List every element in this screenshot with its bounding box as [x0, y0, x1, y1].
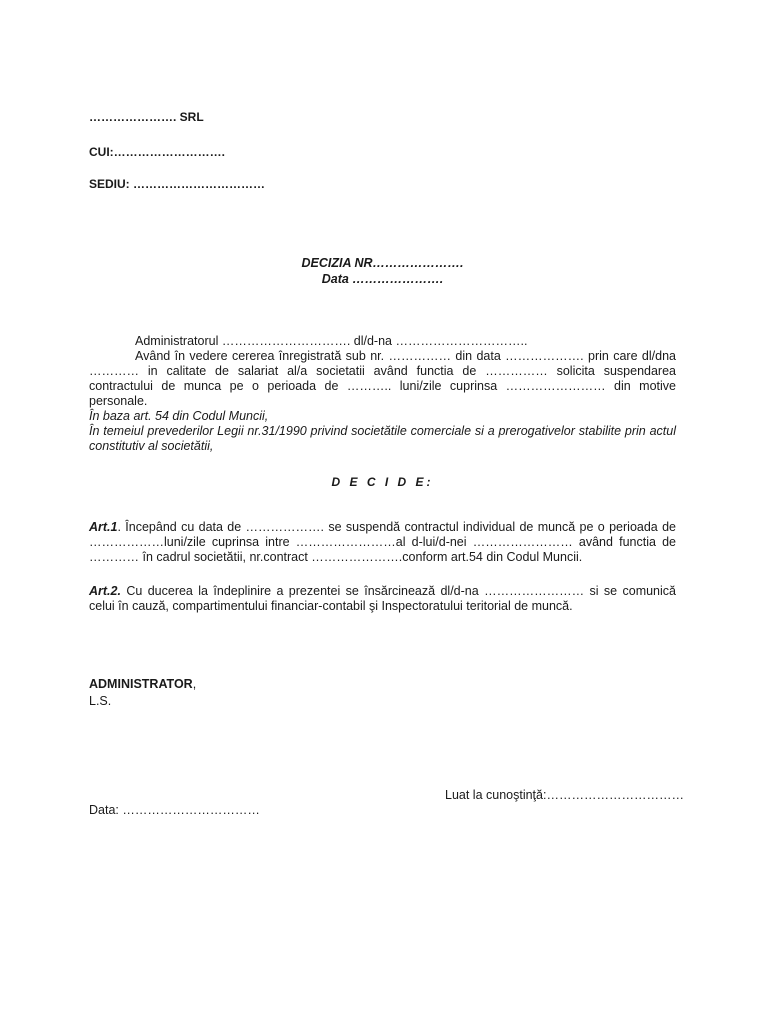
sediu-line: SEDIU: …………………………… — [89, 177, 266, 191]
legal-basis-2: În temeiul prevederilor Legii nr.31/1990 privind societătile comerciale si a prerogativelor stabilite prin actul constitutiv al societătii, — [89, 424, 676, 453]
legal-basis-1: În baza art. 54 din Codul Muncii, — [89, 409, 269, 423]
decide-heading: D E C I D E: — [331, 475, 434, 489]
article-2-label: Art.2. — [89, 584, 121, 598]
decision-title: DECIZIA NR…………………. — [301, 256, 464, 270]
request-paragraph: Având în vedere cererea înregistrată sub nr. …………… din data ………………. prin care dl/dna ………… in calitate de salariat al/a societatii având functia de …………… solicita suspendarea contractului de munca pe o perioada de ……….. luni/zile cuprinsa …………………… din motive personale. — [89, 349, 676, 408]
article-2-text: Cu ducerea la îndeplinire a prezentei se însărcinează dl/d-na …………………… si se comunică celui în cauză, compartimentului financiar-contabil şi Inspectoratului teritorial de muncă. — [89, 584, 676, 613]
administrator-signature — [89, 677, 196, 692]
acknowledgement-line: Luat la cunoştinţă:…………………………… — [445, 788, 684, 802]
seal-mark: L.S. — [89, 694, 112, 708]
company-name-line: …………………. SRL — [89, 110, 204, 124]
article-1-label: Art.1 — [89, 520, 118, 534]
article-1 — [89, 520, 676, 565]
signature-date-line: Data: …………………………… — [89, 803, 260, 817]
administrator-role-suffix: , — [192, 677, 197, 691]
article-2 — [89, 584, 676, 614]
administrator-role: ADMINISTRATOR — [89, 677, 193, 691]
cui-line: CUI:………………………. — [89, 145, 225, 159]
preamble — [89, 334, 676, 454]
article-1-text: . Începând cu data de ………………. se suspendă contractul individual de muncă pe o perioada de ………………luni/zile cuprinsa intre ……………………al d-lui/d-nei …………………… având functia de ………… în cadrul societătii, nr.contract ………………….conform art.54 din Codul Muncii. — [89, 520, 676, 564]
decision-date: Data …………………. — [321, 272, 444, 286]
administrator-line: Administratorul …………………………. dl/d-na ………………………….. — [135, 334, 528, 348]
